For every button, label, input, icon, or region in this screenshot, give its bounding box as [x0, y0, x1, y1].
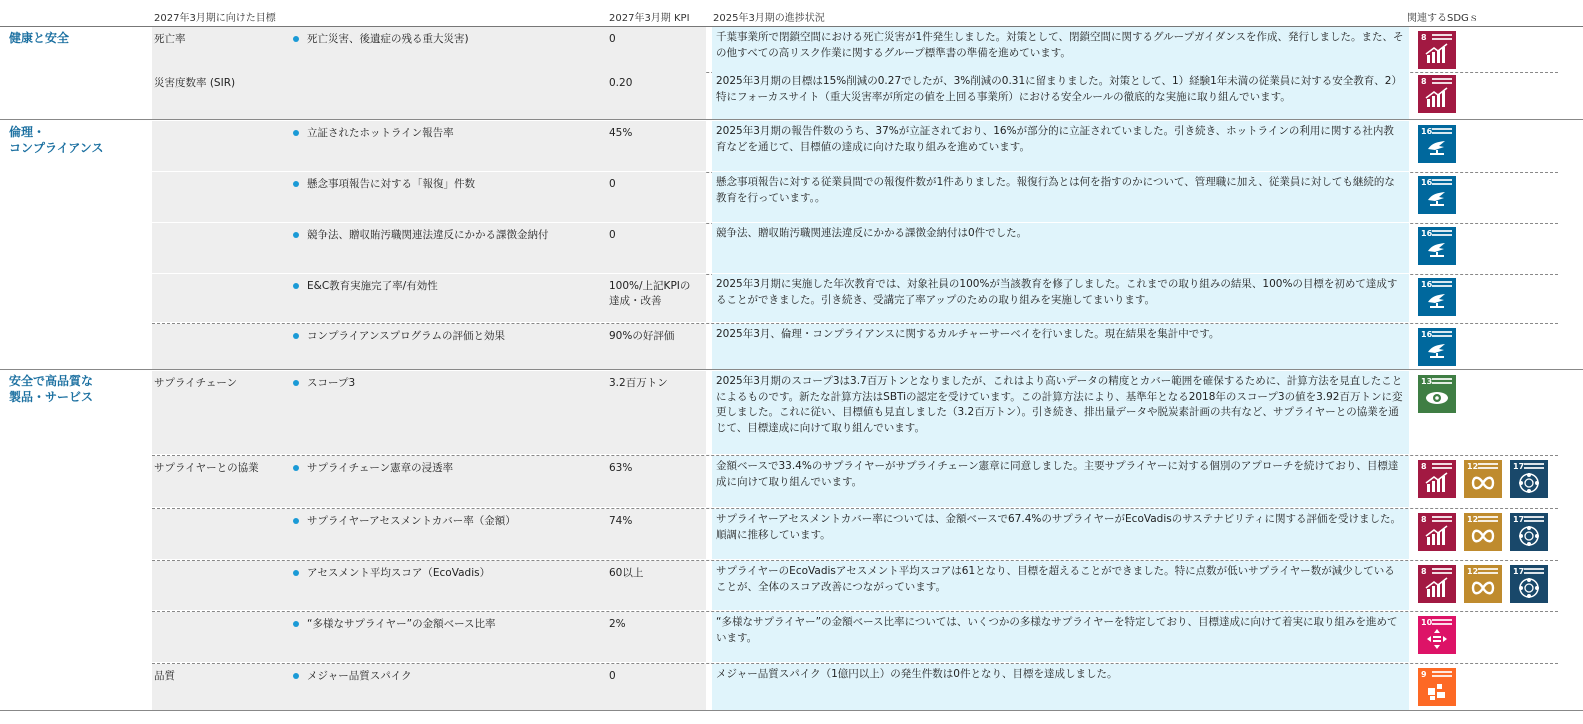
kpi-value: 63% — [609, 462, 633, 474]
kpi-value: 2% — [609, 618, 626, 630]
kpi-value: 0.20 — [609, 77, 633, 89]
header-progress: 2025年3月期の進捗状況 — [713, 13, 825, 24]
row-grey-background — [152, 664, 706, 710]
progress-text: 2025年3月期の報告件数のうち、37%が立証されており、16%が部分的に立証されていました。引き続き、ホットラインの利用に関する社内教育などを通じて、目標値の達成に向けた取り組みを進めています。 — [716, 125, 1394, 153]
header-kpi: 2027年3月期 KPI — [609, 13, 690, 24]
sdg-12-icon: 12 — [1464, 460, 1502, 498]
kpi-value-line2: 達成・改善 — [609, 295, 662, 307]
target-item: サプライヤーアセスメントカバー率（金額） — [307, 515, 516, 527]
sdg-8-icon: 8 — [1418, 513, 1456, 551]
target-item: 競争法、贈収賄汚職関連法違反にかかる課徴金納付 — [307, 229, 549, 241]
bullet-icon — [293, 518, 299, 524]
bullet-icon — [293, 283, 299, 289]
bullet-icon — [293, 465, 299, 471]
sdg-13-icon: 13 — [1418, 375, 1456, 413]
subcategory-label: 品質 — [154, 670, 175, 682]
sdg-16-icon: 16 — [1418, 176, 1456, 214]
category-health-safety: 健康と安全 — [9, 31, 70, 45]
progress-text: 懸念事項報告に対する従業員間での報復件数が1件ありました。報復行為とは何を指すのかについて、管理職に加え、従業員に対しても継続的な教育を行っています。。 — [716, 176, 1395, 204]
bullet-icon — [293, 570, 299, 576]
target-item: コンプライアンスプログラムの評価と効果 — [307, 330, 506, 342]
kpi-value: 74% — [609, 515, 633, 527]
kpi-value: 0 — [609, 229, 616, 241]
sdg-16-icon: 16 — [1418, 227, 1456, 265]
target-item: アセスメント平均スコア（EcoVadis） — [307, 567, 491, 579]
bullet-icon — [293, 333, 299, 339]
kpi-value: 90%の好評価 — [609, 330, 675, 342]
kpi-value: 60以上 — [609, 567, 644, 579]
target-item: E&C教育実施完了率/有効性 — [307, 280, 438, 292]
bullet-icon — [293, 181, 299, 187]
progress-text: 競争法、贈収賄汚職関連法違反にかかる課徴金納付は0件でした。 — [716, 227, 1028, 239]
sdg-12-icon: 12 — [1464, 565, 1502, 603]
sdg-16-icon: 16 — [1418, 328, 1456, 366]
sdg-9-icon: 9 — [1418, 668, 1456, 706]
subcategory-label: サプライチェーン — [154, 377, 238, 389]
sdg-17-icon: 17 — [1510, 460, 1548, 498]
progress-text: 金額ベースで33.4%のサプライヤーがサプライチェーン憲章に同意しました。主要サプライヤーに対する個別のアプローチを続けており、目標達成に向けて取り組んでいます。 — [716, 460, 1399, 488]
bullet-icon — [293, 673, 299, 679]
kpi-value: 0 — [609, 670, 616, 682]
subcategory-label: 災害度数率 (SIR) — [154, 77, 236, 89]
progress-text: “多様なサプライヤー”の金額ベース比率については、いくつかの多様なサプライヤーを特定しており、目標達成に向けて着実に取り組みを進めています。 — [716, 616, 1398, 644]
subcategory-label: サプライヤーとの協業 — [154, 462, 259, 474]
sdg-16-icon: 16 — [1418, 278, 1456, 316]
category-ethics-compliance: 倫理・ コンプライアンス — [9, 125, 104, 155]
sdg-17-icon: 17 — [1510, 565, 1548, 603]
sdg-8-icon: 8 — [1418, 75, 1456, 113]
subcategory-label: 死亡率 — [154, 33, 186, 45]
progress-text: メジャー品質スパイク（1億円以上）の発生件数は0件となり、目標を達成しました。 — [716, 668, 1118, 680]
section-divider — [0, 369, 1583, 370]
bullet-icon — [293, 380, 299, 386]
sdg-12-icon: 12 — [1464, 513, 1502, 551]
table-header — [0, 0, 1583, 27]
progress-text: 2025年3月期のスコープ3は3.7百万トンとなりましたが、これはより高いデータの精度とカバー範囲を確保するために、計算方法を見直したことによるものです。新たな計算方法はSBTiの認定を受けています。この計算方法により、基準年となる2018年のスコープ3の値を3.92百万トンに変更しました。これに従い、目標値も見直しました（3.2百万トン）。引き続き、排出量データや脱炭素計画の共有など、サプライヤーとの協業を通じて、目標達成に向けて取り組んでいます。 — [716, 375, 1403, 434]
sdg-8-icon: 8 — [1418, 31, 1456, 69]
target-item: サプライチェーン憲章の浸透率 — [307, 462, 454, 474]
section-divider — [0, 710, 1583, 711]
sdg-16-icon: 16 — [1418, 125, 1456, 163]
progress-text: 2025年3月、倫理・コンプライアンスに関するカルチャーサーベイを行いました。現在結果を集計中です。 — [716, 328, 1220, 340]
kpi-value: 0 — [609, 33, 616, 45]
bullet-icon — [293, 621, 299, 627]
target-item: スコープ3 — [307, 377, 356, 389]
progress-text: 2025年3月期の目標は15%削減の0.27でしたが、3%削減の0.31に留まりました。対策として、1）経験1年未満の従業員に対する安全教育、2）特にフォーカスサイト（重大災害率が所定の値を上回る事業所）における安全ルールの徹底的な実施に取り組んでいます。 — [716, 75, 1402, 103]
header-sdg: 関連するSDGｓ — [1407, 13, 1479, 24]
target-item: メジャー品質スパイク — [307, 670, 412, 682]
progress-text: 2025年3月期に実施した年次教育では、対象社員の100%が当該教育を修了しました。これまでの取り組みの結果、100%の目標を初めて達成することができました。引き続き、受講完了率アップのための取り組みを実施してまいります。 — [716, 278, 1398, 306]
category-quality-products: 安全で高品質な 製品・サービス — [9, 374, 94, 404]
progress-text: 千葉事業所で閉鎖空間における死亡災害が1件発生しました。対策として、閉鎖空間に関するグループガイダンスを作成、発行しました。また、その他すべての高リスク作業に関するグループ標準書の準備を進めています。 — [716, 31, 1404, 59]
header-target: 2027年3月期に向けた目標 — [154, 13, 276, 24]
kpi-value: 3.2百万トン — [609, 377, 668, 389]
target-item: “多様なサプライヤー”の金額ベース比率 — [307, 618, 496, 630]
bullet-icon — [293, 36, 299, 42]
kpi-value: 45% — [609, 127, 633, 139]
progress-text: サプライヤーアセスメントカバー率については、金額ベースで67.4%のサプライヤーがEcoVadisのサステナビリティに関する評価を受けました。順調に推移しています。 — [716, 513, 1402, 541]
sdg-8-icon: 8 — [1418, 460, 1456, 498]
bullet-icon — [293, 232, 299, 238]
sdg-8-icon: 8 — [1418, 565, 1456, 603]
sdg-17-icon: 17 — [1510, 513, 1548, 551]
bullet-icon — [293, 130, 299, 136]
target-item: 立証されたホットライン報告率 — [307, 127, 454, 139]
target-item: 懸念事項報告に対する「報復」件数 — [307, 178, 475, 190]
kpi-value: 100%/上記KPIの — [609, 280, 691, 292]
sdg-10-icon: 10 — [1418, 616, 1456, 654]
kpi-value: 0 — [609, 178, 616, 190]
target-item: 死亡災害、後遺症の残る重大災害) — [307, 33, 469, 45]
section-divider — [0, 119, 1583, 120]
progress-text: サプライヤーのEcoVadisアセスメント平均スコアは61となり、目標を超えることができました。特に点数が低いサプライヤー数が減少していることが、全体のスコア改善につながっています。 — [716, 565, 1395, 593]
